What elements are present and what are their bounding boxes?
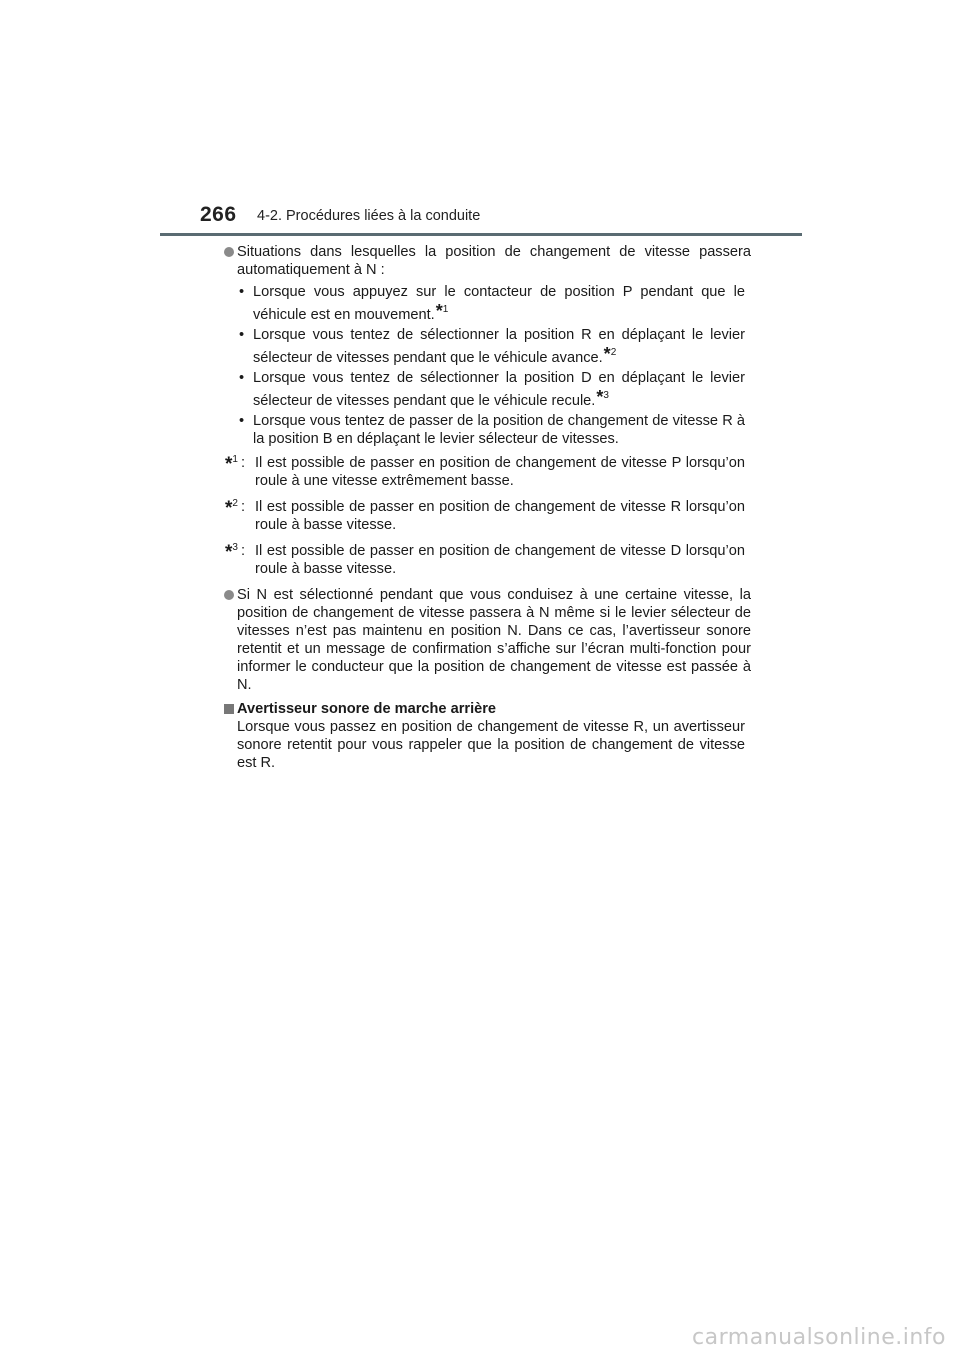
asterisk-icon: * xyxy=(225,454,233,475)
dot-bullet-icon: • xyxy=(239,327,245,343)
footnote-ref: 2 xyxy=(610,347,617,358)
section-heading xyxy=(207,700,751,718)
footnote-colon: : xyxy=(241,543,246,559)
footnote-text: Il est possible de passer en position de changement de vitesse D lorsqu’on roule à basse vitesse. xyxy=(255,543,745,577)
asterisk-icon: * xyxy=(435,301,443,321)
section-heading-text: Avertisseur sonore de marche arrière xyxy=(237,701,497,717)
dot-bullet-icon: • xyxy=(239,284,245,300)
watermark: carmanualsonline.info xyxy=(692,1325,946,1350)
bullet-situations xyxy=(207,243,751,448)
list-item xyxy=(239,283,745,324)
asterisk-icon: * xyxy=(225,498,233,519)
list-item xyxy=(239,369,745,410)
bullet-text: Situations dans lesquelles la position de changement de vitesse passera automatiquement à N : xyxy=(237,244,751,278)
list-item-text: Lorsque vous tentez de passer de la position de changement de vitesse R à la position B en déplaçant le levier sélecteur de vitesses. xyxy=(253,413,745,447)
footnote-mark: *$^3$ xyxy=(225,542,238,563)
list-item-text: Lorsque vous tentez de sélectionner la position D en déplaçant le levier sélecteur de vitesses pendant que le véhicule recule. xyxy=(253,370,745,409)
list-item-text: Lorsque vous tentez de sélectionner la position R en déplaçant le levier sélecteur de vitesses pendant que le véhicule avance. xyxy=(253,327,745,366)
footnote xyxy=(207,498,751,534)
section-paragraph: Lorsque vous passez en position de changement de vitesse R, un avertisseur sonore retentit pour vous rappeler que la position de changement de vitesse est R. xyxy=(237,719,745,771)
page-number: 266 xyxy=(200,203,237,226)
footnote-text: Il est possible de passer en position de changement de vitesse P lorsqu’on roule à une vitesse extrêmement basse. xyxy=(255,455,745,489)
list-item-text: Lorsque vous appuyez sur le contacteur de position P pendant que le véhicule est en mouvement. xyxy=(253,284,745,323)
footnote xyxy=(207,454,751,490)
asterisk-icon: * xyxy=(225,542,233,563)
footnote-text: Il est possible de passer en position de changement de vitesse R lorsqu’on roule à basse vitesse. xyxy=(255,499,745,533)
asterisk-icon: * xyxy=(596,387,604,407)
footnote xyxy=(207,542,751,578)
footnote-ref: 1 xyxy=(442,304,449,315)
section-title: 4-2. Procédures liées à la conduite xyxy=(257,208,481,224)
header-divider xyxy=(160,233,802,236)
page-content xyxy=(207,243,751,772)
circle-bullet-icon xyxy=(224,590,234,600)
bullet-neutral xyxy=(207,586,751,694)
circle-bullet-icon xyxy=(224,247,234,257)
footnote-mark: *$^2$ xyxy=(225,498,238,519)
footnote-colon: : xyxy=(241,499,246,515)
list-item xyxy=(239,412,745,448)
asterisk-icon: * xyxy=(603,344,611,364)
dot-bullet-icon: • xyxy=(239,413,245,429)
dot-bullet-icon: • xyxy=(239,370,245,386)
situation-list xyxy=(237,283,751,448)
bullet-text: Si N est sélectionné pendant que vous conduisez à une certaine vitesse, la position de changement de vitesse passera à N même si le levier sélecteur de vitesses n’est pas maintenu en position N. Dans ce cas, l’avertisseur sonore retentit et un message de confirmation s’affiche sur l’écran multi-fonction pour informer le conducteur que la position de changement de vitesse est passée à N. xyxy=(237,587,751,693)
page-header xyxy=(0,0,960,240)
square-bullet-icon xyxy=(224,704,234,714)
footnote-mark: *$^1$ xyxy=(225,454,238,475)
list-item xyxy=(239,326,745,367)
footnote-colon: : xyxy=(241,455,246,471)
footnote-ref: 3 xyxy=(603,390,609,401)
